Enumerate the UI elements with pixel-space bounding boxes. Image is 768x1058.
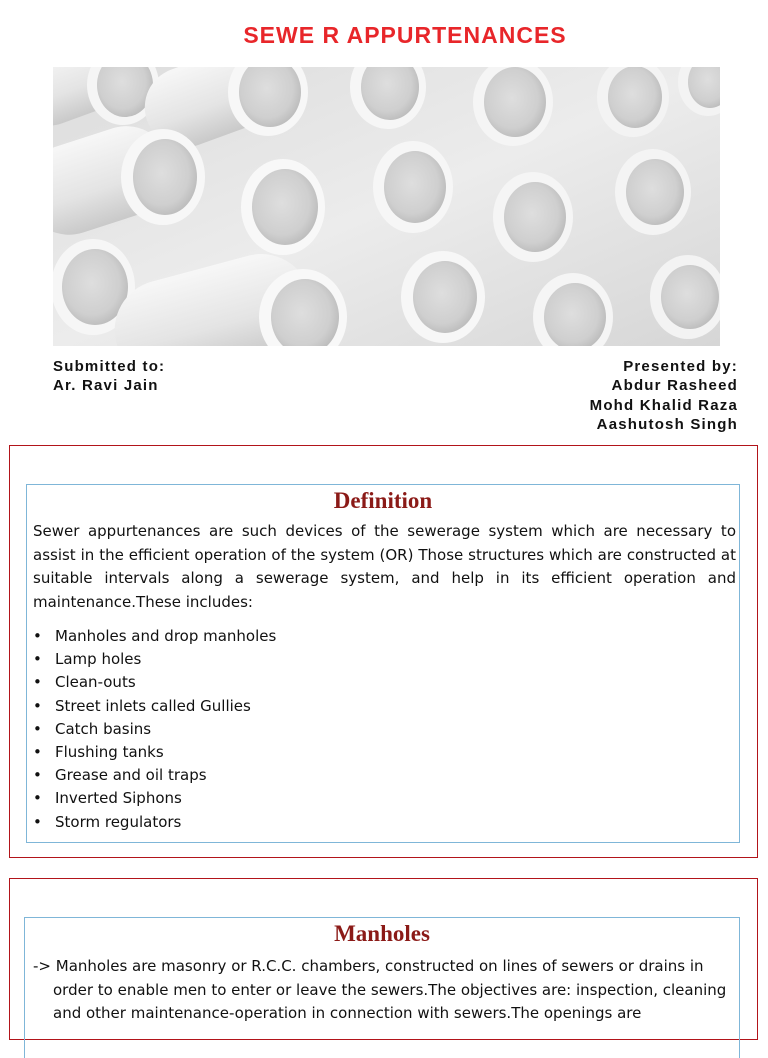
list-item: • Inverted Siphons	[33, 787, 739, 810]
list-item: • Flushing tanks	[33, 741, 739, 764]
definition-text: Sewer appurtenances are such devices of the sewerage system which are necessary to assist in the efficient operation of the system (OR) Those structures which are constructed at suitable intervals along a sewerage system, and help in its efficient operation and maintenance.These includes:	[33, 522, 736, 611]
presented-label: Presented by:	[623, 358, 738, 375]
page-title: SEWE R APPURTENANCES	[243, 22, 567, 48]
definition-heading: Definition	[333, 488, 433, 513]
submitted-name: Ar. Ravi Jain	[53, 377, 159, 394]
presenter-name: Abdur Rasheed	[611, 377, 738, 395]
presenter-name: Aashutosh Singh	[596, 415, 738, 433]
definition-slide	[9, 445, 758, 858]
definition-box	[26, 484, 740, 843]
list-item: • Grease and oil traps	[33, 764, 739, 787]
presenter-name: Mohd Khalid Raza	[589, 396, 738, 414]
presented-by	[590, 357, 738, 434]
pipes-illustration	[53, 67, 720, 346]
list-item: • Manholes and drop manholes	[33, 625, 739, 648]
list-item: • Storm regulators	[33, 811, 739, 834]
manholes-text: -> Manholes are masonry or R.C.C. chambers, constructed on lines of sewers or drains in order to enable men to enter or leave the sewers.The objectives are: inspection, cleaning and other maintenance-operation in connection with sewers.The openings are	[33, 957, 727, 1022]
list-item: • Street inlets called Gullies	[33, 695, 739, 718]
pipes-image	[53, 67, 720, 346]
list-item: • Clean-outs	[33, 671, 739, 694]
manholes-slide	[9, 878, 758, 1040]
list-item: • Lamp holes	[33, 648, 739, 671]
manholes-box	[24, 917, 740, 1058]
submitted-label: Submitted to:	[53, 358, 166, 375]
appurtenance-list	[27, 625, 739, 834]
list-item: • Catch basins	[33, 718, 739, 741]
submitted-to	[53, 357, 165, 395]
manholes-heading: Manholes	[334, 921, 430, 946]
